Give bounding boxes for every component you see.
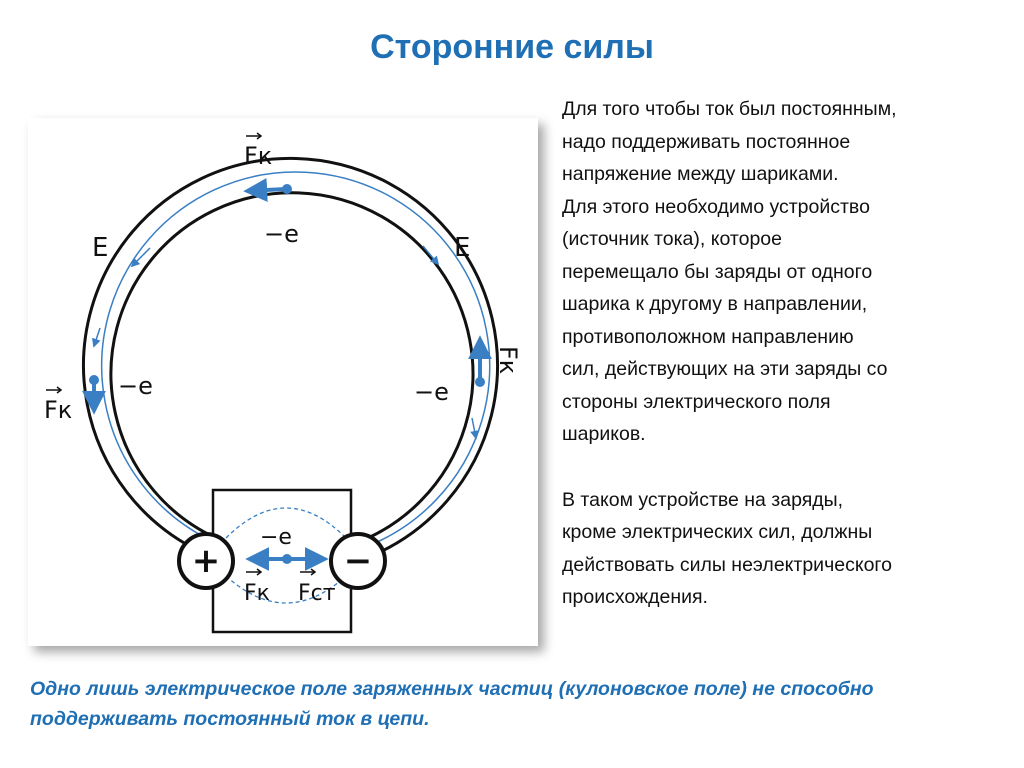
- field-label-left: E: [92, 233, 109, 263]
- fst-source-label: [298, 569, 336, 606]
- charge-label-source: −e: [260, 525, 292, 550]
- top-charge-dot: [282, 184, 292, 194]
- p1-line: Для того чтобы ток был постоянным,: [562, 98, 897, 120]
- top-force-arrow: [248, 189, 286, 191]
- p1-line: перемещало бы заряды от одного: [562, 260, 873, 283]
- left-lower-field-arrow: [94, 328, 100, 346]
- minus-sign: −: [343, 541, 373, 581]
- p1-line: напряжение между шариками.: [562, 163, 839, 185]
- paragraph-gap: [562, 451, 1012, 484]
- charge-label-top: −e: [264, 220, 299, 248]
- fk-source-label: [244, 569, 270, 606]
- fk-top-text: Fк: [244, 142, 273, 170]
- p2-line: В таком устройстве на заряды,: [562, 488, 844, 511]
- right-field-arrow: [423, 246, 438, 264]
- right-charge-dot: [475, 377, 485, 387]
- p1-line: шариков.: [562, 423, 646, 445]
- paragraph-2: [562, 484, 1012, 614]
- left-charge-dot: [89, 375, 99, 385]
- field-label-right: E: [454, 233, 471, 263]
- paragraph-1: [562, 93, 1012, 451]
- fk-left-label: [44, 387, 72, 424]
- plus-sign: +: [191, 541, 221, 581]
- right-lower-field-arrow: [472, 418, 476, 438]
- fst-source-text: Fст: [298, 581, 336, 606]
- source-charge-dot: [282, 554, 292, 564]
- bottom-note: Одно лишь электрическое поле заряженных частиц (кулоновское поле) не способно поддерживать постоянный ток в цепи.: [30, 678, 874, 730]
- fk-left-text: Fк: [44, 396, 73, 424]
- p2-line: происхождения.: [562, 586, 708, 608]
- fk-source-text: Fк: [244, 581, 270, 606]
- circuit-diagram: [28, 118, 538, 646]
- explanation-text: [562, 93, 1012, 614]
- fk-right-label: [494, 346, 522, 374]
- charge-label-right: −e: [414, 378, 449, 406]
- p1-line: противоположном направлению: [562, 325, 854, 348]
- p1-line: Для этого необходимо устройство: [562, 195, 870, 218]
- p1-line: (источник тока), которое: [562, 228, 782, 250]
- p1-line: надо поддерживать постоянное: [562, 130, 851, 153]
- fk-top-label: [244, 133, 272, 170]
- fk-right-text: Fк: [494, 346, 522, 375]
- circuit-diagram-svg: [28, 118, 538, 646]
- p1-line: шарика к другому в направлении,: [562, 293, 868, 315]
- p1-line: сил, действующих на эти заряды со: [562, 358, 888, 380]
- p1-line: стороны электрического поля: [562, 390, 831, 413]
- p2-line: действовать силы неэлектрического: [562, 553, 892, 576]
- slide-title: Сторонние силы: [370, 28, 654, 66]
- p2-line: кроме электрических сил, должны: [562, 521, 873, 543]
- outer-arc: [84, 158, 498, 553]
- charge-label-left: −e: [118, 372, 153, 400]
